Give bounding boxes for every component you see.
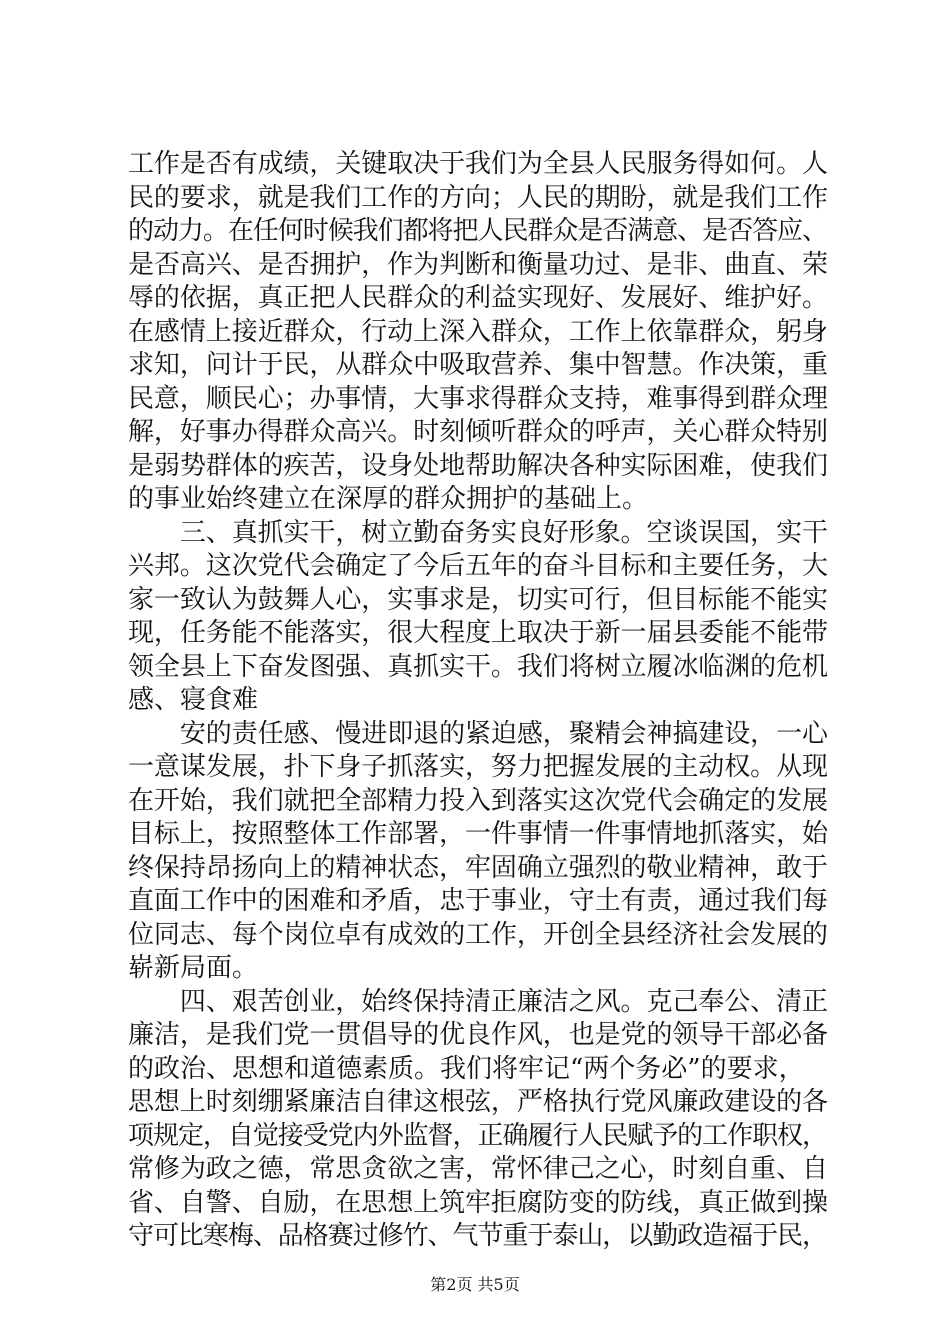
text-line: 的政治、思想和道德素质。我们将牢记“两个务必”的要求， bbox=[128, 1053, 805, 1084]
page-number-footer: 第2页 共5页 bbox=[430, 1275, 520, 1294]
text-line: 位同志、每个岗位卓有成效的工作，开创全县经济社会发展的 bbox=[128, 919, 828, 950]
text-line: 现，任务能不能落实，很大程度上取决于新一届县委能不能带 bbox=[128, 618, 828, 648]
text-line: 解，好事办得群众高兴。时刻倾听群众的呼声，关心群众特别 bbox=[128, 417, 828, 447]
text-line: 思想上时刻绷紧廉洁自律这根弦，严格执行党风廉政建设的各 bbox=[128, 1087, 828, 1117]
text-line: 三、真抓实干，树立勤奋务实良好形象。空谈误国，实干 bbox=[128, 517, 828, 548]
text-line: 目标上，按照整体工作部署，一件事情一件事情地抓落实，始 bbox=[128, 819, 828, 849]
text-line: 兴邦。这次党代会确定了今后五年的奋斗目标和主要任务，大 bbox=[128, 551, 828, 581]
text-line: 崭新局面。 bbox=[128, 953, 259, 983]
text-line: 守可比寒梅、品格赛过修竹、气节重于泰山，以勤政造福于民， bbox=[128, 1221, 827, 1251]
text-line: 在感情上接近群众，行动上深入群众，工作上依靠群众，躬身 bbox=[128, 316, 828, 347]
text-line: 是弱势群体的疾苦，设身处地帮助解决各种实际困难，使我们 bbox=[128, 450, 828, 481]
text-line: 民的要求，就是我们工作的方向；人民的期盼，就是我们工作 bbox=[128, 182, 828, 213]
text-line: 项规定，自觉接受党内外监督，正确履行人民赋予的工作职权， bbox=[128, 1120, 827, 1151]
text-line: 家一致认为鼓舞人心，实事求是，切实可行，但目标能不能实 bbox=[128, 584, 828, 615]
text-line: 的事业始终建立在深厚的群众拥护的基础上。 bbox=[128, 484, 649, 514]
text-line: 省、自警、自励，在思想上筑牢拒腐防变的防线，真正做到操 bbox=[128, 1187, 828, 1218]
text-line: 廉洁，是我们党一贯倡导的优良作风，也是党的领导干部必备 bbox=[128, 1020, 828, 1050]
text-line: 的动力。在任何时候我们都将把人民群众是否满意、是否答应、 bbox=[128, 216, 827, 246]
text-line: 求知，问计于民，从群众中吸取营养、集中智慧。作决策，重 bbox=[128, 350, 828, 380]
text-line: 是否高兴、是否拥护，作为判断和衡量功过、是非、曲直、荣 bbox=[128, 249, 828, 280]
text-line: 感、寝食难 bbox=[128, 685, 259, 715]
body-text bbox=[128, 148, 828, 1254]
text-line: 四、艰苦创业，始终保持清正廉洁之风。克己奉公、清正 bbox=[128, 986, 828, 1017]
text-line: 民意，顺民心；办事情，大事求得群众支持，难事得到群众理 bbox=[128, 383, 828, 414]
text-line: 领全县上下奋发图强、真抓实干。我们将树立履冰临渊的危机 bbox=[128, 651, 828, 682]
text-line: 直面工作中的困难和矛盾，忠于事业，守土有责，通过我们每 bbox=[128, 886, 828, 916]
text-line: 一意谋发展，扑下身子抓落实，努力把握发展的主动权。从现 bbox=[128, 752, 828, 782]
text-line: 在开始，我们就把全部精力投入到落实这次党代会确定的发展 bbox=[128, 785, 828, 816]
text-line: 辱的依据，真正把人民群众的利益实现好、发展好、维护好。 bbox=[128, 283, 828, 313]
text-line: 终保持昂扬向上的精神状态，牢固确立强烈的敬业精神，敢于 bbox=[128, 852, 828, 883]
text-line: 工作是否有成绩，关键取决于我们为全县人民服务得如何。人 bbox=[128, 149, 828, 179]
text-line: 常修为政之德，常思贪欲之害，常怀律己之心，时刻自重、自 bbox=[128, 1154, 828, 1184]
text-line: 安的责任感、慢进即退的紧迫感，聚精会神搞建设，一心 bbox=[128, 718, 828, 749]
